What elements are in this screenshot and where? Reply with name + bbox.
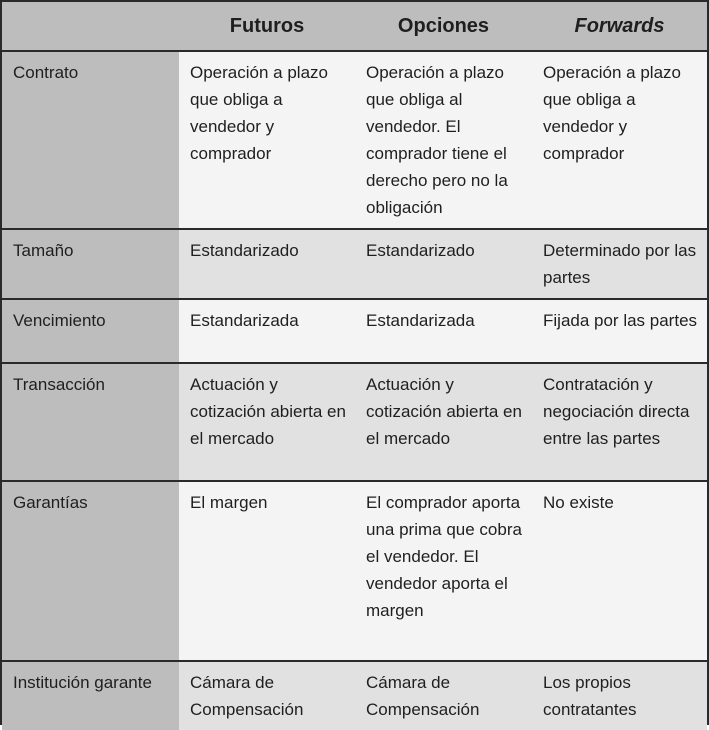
derivatives-comparison-table	[2, 2, 707, 730]
row-label-contrato: Contrato	[2, 51, 179, 229]
table-cell: El margen	[179, 481, 355, 661]
table-row	[2, 299, 707, 363]
table-cell: Los propios contratantes	[532, 661, 707, 730]
column-header-opciones: Opciones	[355, 2, 532, 51]
table-row	[2, 229, 707, 299]
table-cell: Operación a plazo que obliga a vendedor y comprador	[179, 51, 355, 229]
column-header-forwards: Forwards	[532, 2, 707, 51]
table-row	[2, 363, 707, 481]
row-label-transaccion: Transacción	[2, 363, 179, 481]
table-row	[2, 481, 707, 661]
column-header-futuros: Futuros	[179, 2, 355, 51]
table-cell: Operación a plazo que obliga a vendedor y comprador	[532, 51, 707, 229]
table-cell: Actuación y cotización abierta en el mercado	[355, 363, 532, 481]
table-cell: Estandarizada	[355, 299, 532, 363]
table-cell: Estandarizado	[355, 229, 532, 299]
table-cell: Estandarizado	[179, 229, 355, 299]
table-cell: No existe	[532, 481, 707, 661]
table-cell: Cámara de Compensación	[355, 661, 532, 730]
header-corner-cell	[2, 2, 179, 51]
table-header	[2, 2, 707, 51]
table-cell: Contratación y negociación directa entre las partes	[532, 363, 707, 481]
table-row	[2, 51, 707, 229]
table-cell: Fijada por las partes	[532, 299, 707, 363]
table-cell: Actuación y cotización abierta en el mercado	[179, 363, 355, 481]
table-row	[2, 661, 707, 730]
table-cell: Determinado por las partes	[532, 229, 707, 299]
header-row	[2, 2, 707, 51]
table-cell: El comprador aporta una prima que cobra el vendedor. El vendedor aporta el margen	[355, 481, 532, 661]
row-label-institucion-garante: Institución garante	[2, 661, 179, 730]
row-label-vencimiento: Vencimiento	[2, 299, 179, 363]
table-body	[2, 51, 707, 730]
table-cell: Operación a plazo que obliga al vendedor. El comprador tiene el derecho pero no la obligación	[355, 51, 532, 229]
table-cell: Cámara de Compensación	[179, 661, 355, 730]
row-label-tamano: Tamaño	[2, 229, 179, 299]
row-label-garantias: Garantías	[2, 481, 179, 661]
table-cell: Estandarizada	[179, 299, 355, 363]
